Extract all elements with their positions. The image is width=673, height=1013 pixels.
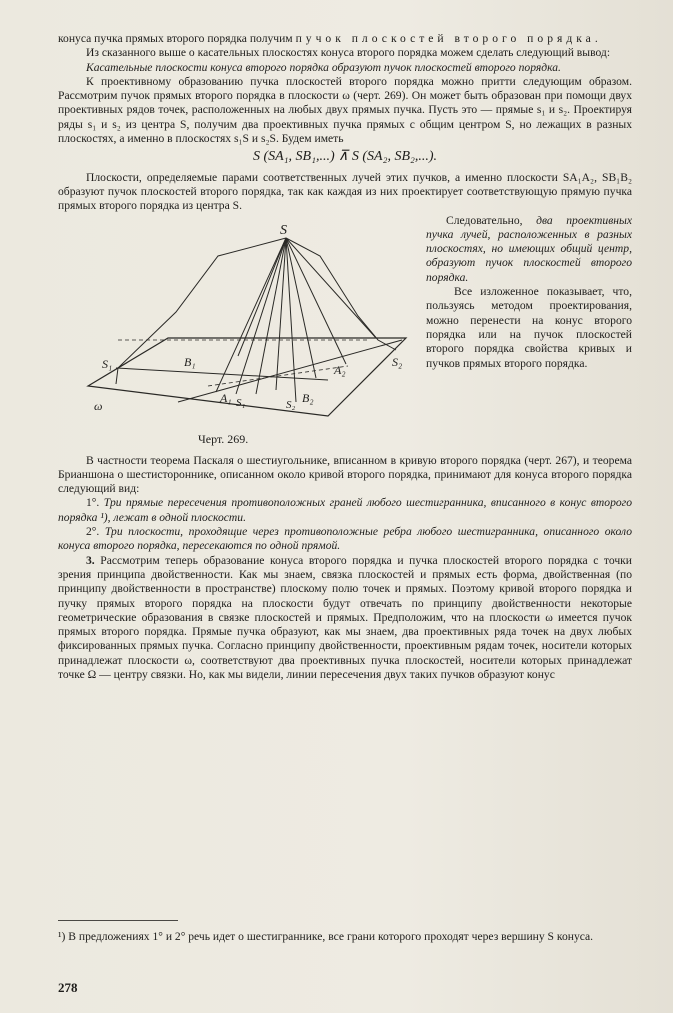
text-span: Следовательно, [446,213,523,227]
formula: S (SA₁, SB₁,...) ⊼ S (SA₂, SB₂,...). [252,149,438,165]
paragraph: Из сказанного выше о касательных плоскостях конуса второго порядка можем сделать следующий вывод: [86,46,611,60]
theorem-1 [58,496,632,525]
label-s1: S₁ [102,356,113,371]
spaced-term: пучок плоскостей второго порядка. [295,32,602,45]
label-s2-bottom: S₂ [286,398,296,411]
paragraph: К проективному образованию пучка плоскостей второго порядка можно притти следующим образом. Рассмотрим пучок прямых второго порядка в плоскости ω (черт. 269). Он может быть образован при помощи двух проективных рядов точек, расположенных на любых двух прямых пучка. Пусть это — прямые s₁ и s₂. Проектируя ряды s₁ и s₂ из центра S, получим два проективных пучка прямых с общим центром S, но лежащих в разных плоскостях, а именно в плоскостях s₁S и s₂S. Будем иметь [58,74,632,146]
line-s2 [178,340,402,402]
paragraph-intro [58,32,632,46]
paragraph [58,171,632,214]
label-s2: S₂ [392,354,403,369]
label-B2: B₂ [302,390,314,405]
hidden-edge [208,366,348,386]
page-number: 278 [58,980,78,995]
conclusion-statement: Касательные плоскости конуса второго порядка образуют пучок плоскостей второго порядка. [86,60,561,74]
paragraph: В частности теорема Паскаля о шестиугольнике, вписанном в кривую второго порядка (черт. 267), и теорема Брианшона о шестистороннике, описанном около кривой второго порядка, принимают для конуса второго порядка следующий вид: [58,453,632,496]
theorem-number: 2°. [86,525,100,539]
figure-caption: Черт. 269. [198,431,249,446]
paragraph: Все изложенное показывает, что, пользуясь методом проектирования, можно перенести на конус второго порядка или на пучок плоскостей второго порядка свойства кривых и пучков прямых второго порядка. [426,285,632,370]
cone-diagram [58,216,418,452]
label-omega: ω [94,398,103,413]
plane-omega [88,338,406,416]
label-A1: A₁ [220,390,232,405]
text-span: Рассмотрим теперь образование конуса второго порядка и пучка плоскостей второго порядка с точки зрения принципа двойственности. Как мы знаем, связка плоскостей и прямых есть форма, двойственная (по принципу двойственности в пространстве) плоскому полю точек и прямых. Поэтому кривой второго порядка и пучку прямых второго порядка на плоскости будут отвечать по принципу двойственности некоторые геометрические образования в связке плоскостей и прямых. Предположим, что на плоскости ω имеется пучок прямых второго порядка. Прямые пучка образуют, как мы знаем, два проективных ряда точек на двух любых фиксированных прямых пучка. Согласно принципу двойственности, проективным рядам точек, носители которых принадлежат плоскости ω, соответствуют два проективных пучка плоскостей, носители которых принадлежат точке Ω — центру связки. Но, как мы видели, линии пересечения двух таких пучков образуют конус [58,553,632,682]
cone-generators [116,238,396,402]
figure-269 [58,216,418,452]
section-3 [58,554,632,683]
theorem-text: Три прямые пересечения противоположных граней любого шестигранника, вписанного в конус второго порядка ¹), лежат в одной плоскости. [58,496,632,524]
italic-statement: два проективных пучка лучей, расположенных в разных плоскостях, но имеющих общий центр, образуют пучок плоскостей второго порядка. [426,213,632,284]
theorem-text: Три плоскости, проходящие через противоположные ребра любого шестигранника, описанного около конуса второго порядка, пересекаются по одной прямой. [58,525,632,553]
text-span: конуса пучка прямых второго порядка получим [58,32,293,45]
page-body [58,32,632,682]
text-span: Плоскости, определяемые парами соответственных лучей этих пучков, а именно плоскости SA₁A₂, SB₁B₂ образуют пучок плоскостей второго порядка, так как каждая из них проектирует соответствующую прямую пучка прямых второго порядка из центра S. [58,170,632,213]
footnote: ¹) В предложениях 1° и 2° речь идет о шестиграннике, все грани которого проходят через вершину S конуса. [58,930,594,943]
label-s1-bottom: S₁ [236,396,246,409]
footnote-rule [58,920,178,921]
label-B1: B₁ [184,354,196,369]
label-S: S [280,222,287,238]
label-A2: A₂ [334,362,346,377]
theorem-2 [58,525,632,554]
section-number: 3. [86,553,95,567]
theorem-number: 1°. [86,496,100,510]
